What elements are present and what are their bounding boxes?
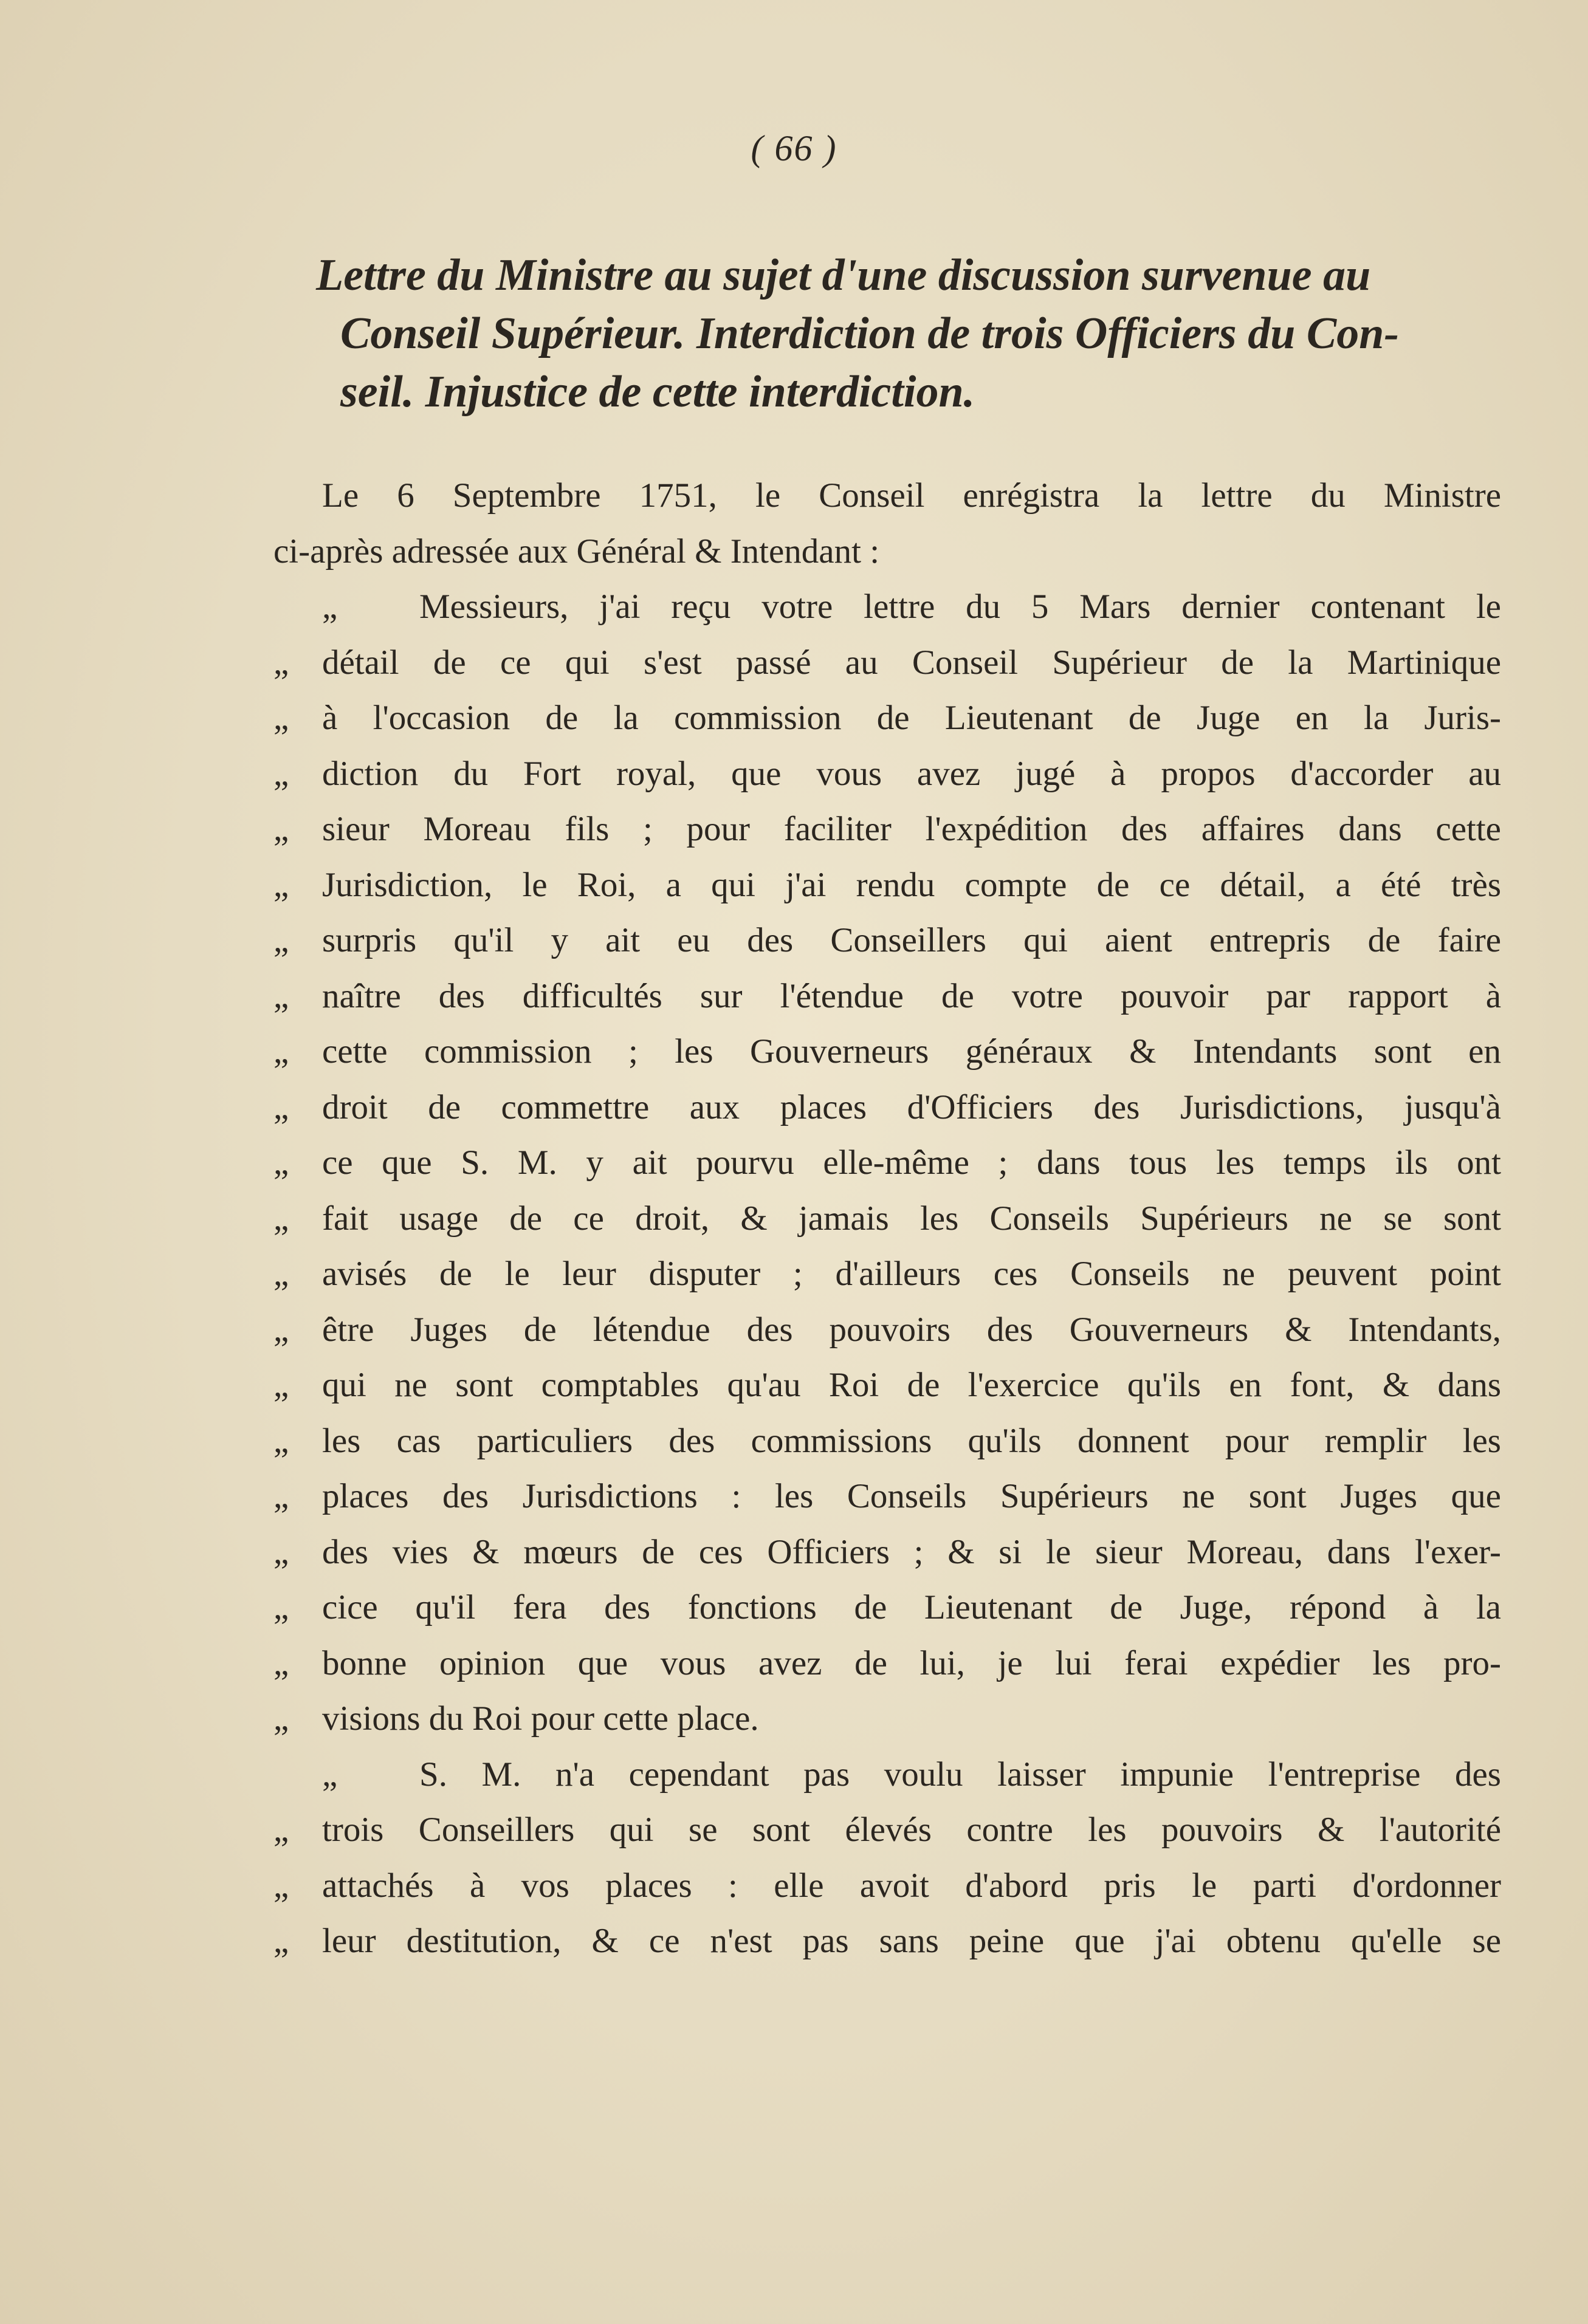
quote-mark: „ — [273, 1811, 289, 1849]
quoted-line — [273, 1858, 1501, 1914]
letter-line: leur destitution, & ce n'est pas sans peine que j'ai obtenu qu'elle se — [322, 1922, 1501, 1960]
quoted-line — [273, 1302, 1501, 1358]
quote-mark: „ — [273, 1366, 289, 1404]
quoted-line — [273, 1691, 1501, 1747]
letter-line: visions du Roi pour cette place. — [322, 1699, 759, 1738]
quote-mark: „ — [273, 921, 289, 959]
quoted-line — [273, 1246, 1501, 1302]
section-heading — [316, 246, 1501, 421]
quote-mark: „ — [273, 865, 289, 904]
quote-mark: „ — [273, 976, 289, 1015]
quoted-line — [273, 1080, 1501, 1136]
letter-line: droit de commettre aux places d'Officiers des Jurisdictions, jusqu'à — [322, 1088, 1501, 1126]
letter-line: places des Jurisdictions : les Conseils Supérieurs ne sont Juges que — [322, 1477, 1501, 1515]
letter-line: à l'occasion de la commission de Lieutenant de Juge en la Juris- — [322, 699, 1501, 737]
heading-line: seil. Injustice de cette interdiction. — [340, 367, 975, 417]
letter-line: sieur Moreau fils ; pour faciliter l'expédition des affaires dans cette — [322, 810, 1501, 848]
text-line — [273, 524, 1501, 580]
quoted-line — [273, 968, 1501, 1024]
quoted-line — [273, 1191, 1501, 1247]
quoted-line — [273, 1913, 1501, 1969]
letter-line: naître des difficultés sur l'étendue de votre pouvoir par rapport à — [322, 976, 1501, 1015]
quote-mark: „ — [273, 1032, 289, 1071]
quoted-line — [273, 857, 1501, 913]
letter-line: détail de ce qui s'est passé au Conseil Supérieur de la Martinique — [322, 643, 1501, 682]
letter-line: cette commission ; les Gouverneurs généraux & Intendants sont en — [322, 1032, 1501, 1071]
quoted-line — [273, 801, 1501, 857]
quote-mark: „ — [273, 1199, 289, 1238]
quoted-line — [273, 746, 1501, 802]
quoted-line — [273, 635, 1501, 691]
letter-line: ce que S. M. y ait pourvu elle-même ; dans tous les temps ils ont — [322, 1143, 1501, 1182]
quoted-line — [273, 1024, 1501, 1080]
body-text — [273, 468, 1501, 1969]
quoted-line — [273, 1524, 1501, 1580]
quoted-line — [273, 1135, 1501, 1191]
quote-mark: „ — [273, 1421, 289, 1460]
quote-mark: „ — [273, 1143, 289, 1182]
quote-mark: „ — [273, 1699, 289, 1738]
letter-line: S. M. n'a cependant pas voulu laisser impunie l'entreprise des — [419, 1755, 1501, 1794]
heading-line: Lettre du Ministre au sujet d'une discussion survenue au — [316, 250, 1371, 300]
quoted-line — [273, 579, 1501, 635]
intro-line: ci-après adressée aux Général & Intendant : — [273, 532, 880, 571]
heading-line: Conseil Supérieur. Interdiction de trois Officiers du Con- — [340, 309, 1399, 358]
quote-mark: „ — [273, 1477, 289, 1515]
quote-mark: „ — [273, 1922, 289, 1960]
letter-line: les cas particuliers des commissions qu'ils donnent pour remplir les — [322, 1421, 1501, 1460]
quote-mark: „ — [322, 1755, 338, 1794]
quoted-line — [273, 1747, 1501, 1803]
quoted-line — [273, 1357, 1501, 1413]
letter-line: être Juges de létendue des pouvoirs des Gouverneurs & Intendants, — [322, 1310, 1501, 1349]
quote-mark: „ — [273, 699, 289, 737]
letter-line: fait usage de ce droit, & jamais les Conseils Supérieurs ne se sont — [322, 1199, 1501, 1238]
quote-mark: „ — [273, 1088, 289, 1126]
letter-line: avisés de le leur disputer ; d'ailleurs ces Conseils ne peuvent point — [322, 1255, 1501, 1293]
page-number: ( 66 ) — [751, 128, 837, 168]
letter-line: Messieurs, j'ai reçu votre lettre du 5 Mars dernier contenant le — [419, 588, 1501, 626]
quote-mark: „ — [322, 588, 338, 626]
letter-line: trois Conseillers qui se sont élevés contre les pouvoirs & l'autorité — [322, 1811, 1501, 1849]
letter-line: bonne opinion que vous avez de lui, je lui ferai expédier les pro- — [322, 1644, 1501, 1682]
quote-mark: „ — [273, 1644, 289, 1682]
letter-line: Jurisdiction, le Roi, a qui j'ai rendu compte de ce détail, a été très — [322, 865, 1501, 904]
text-line — [273, 468, 1501, 524]
quoted-line — [273, 1469, 1501, 1524]
quote-mark: „ — [273, 1866, 289, 1905]
quote-mark: „ — [273, 754, 289, 793]
quote-mark: „ — [273, 1588, 289, 1626]
letter-line: surpris qu'il y ait eu des Conseillers qui aient entrepris de faire — [322, 921, 1501, 959]
quote-mark: „ — [273, 1532, 289, 1571]
quoted-line — [273, 1580, 1501, 1636]
quoted-line — [273, 1413, 1501, 1469]
quote-mark: „ — [273, 643, 289, 682]
letter-line: diction du Fort royal, que vous avez jugé à propos d'accorder au — [322, 754, 1501, 793]
quoted-line — [273, 1636, 1501, 1692]
letter-line: cice qu'il fera des fonctions de Lieutenant de Juge, répond à la — [322, 1588, 1501, 1626]
quoted-line — [273, 690, 1501, 746]
quote-mark: „ — [273, 1255, 289, 1293]
quote-mark: „ — [273, 1310, 289, 1349]
quoted-line — [273, 913, 1501, 968]
intro-line: Le 6 Septembre 1751, le Conseil enrégistra la lettre du Ministre — [322, 476, 1501, 515]
letter-line: qui ne sont comptables qu'au Roi de l'exercice qu'ils en font, & dans — [322, 1366, 1501, 1404]
letter-line: attachés à vos places : elle avoit d'abord pris le parti d'ordonner — [322, 1866, 1501, 1905]
quote-mark: „ — [273, 810, 289, 848]
quoted-line — [273, 1802, 1501, 1858]
letter-line: des vies & mœurs de ces Officiers ; & si le sieur Moreau, dans l'exer- — [322, 1532, 1501, 1571]
